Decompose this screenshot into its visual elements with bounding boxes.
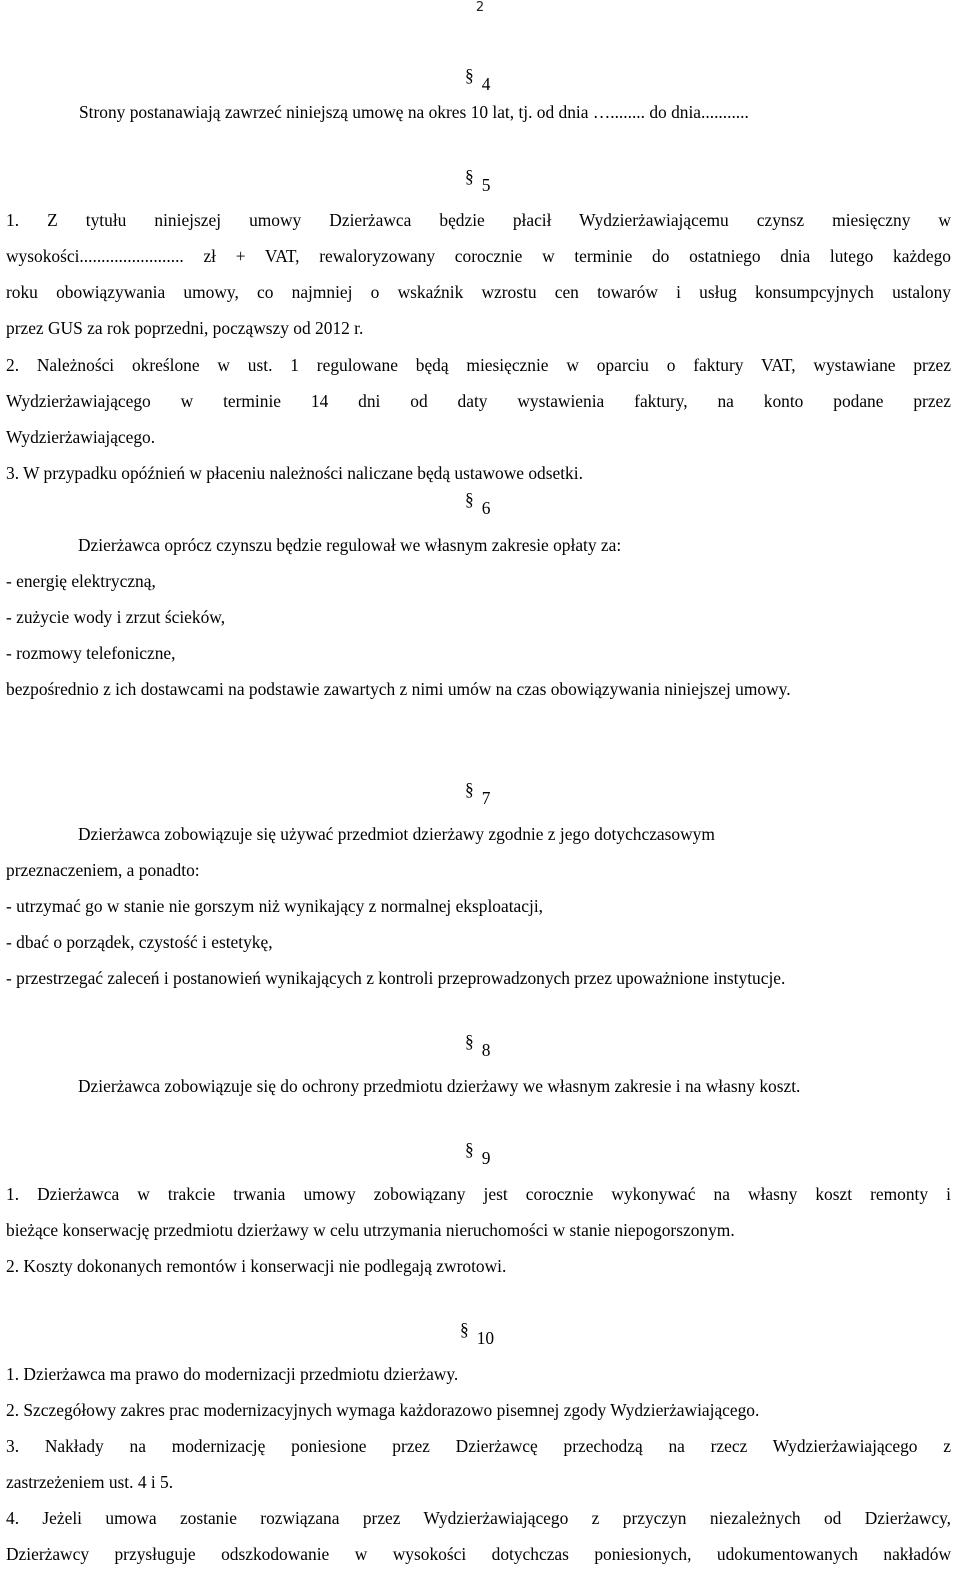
list-item: - przestrzegać zaleceń i postanowień wynikających z kontroli przeprowadzonych przez upoważnione instytucje. — [6, 968, 786, 988]
section-sign: § — [465, 65, 474, 85]
paragraph-line: 1. Dzierżawca ma prawo do modernizacji przedmiotu dzierżawy. — [6, 1364, 459, 1384]
paragraph-line: 1. Z tytułu niniejszej umowy Dzierżawca będzie płacił Wydzierżawiającemu czynsz miesięczny w — [6, 210, 951, 230]
paragraph-line: zastrzeżeniem ust. 4 i 5. — [6, 1472, 174, 1492]
paragraph-line: roku obowiązywania umowy, co najmniej o wskaźnik wzrostu cen towarów i usług konsumpcyjnych ustalony — [6, 282, 951, 302]
section-number: 10 — [476, 1328, 495, 1348]
section-number: 8 — [481, 1040, 491, 1060]
paragraph-line: Dzierżawca oprócz czynszu będzie regulował we własnym zakresie opłaty za: — [78, 535, 622, 555]
paragraph-line: bezpośrednio z ich dostawcami na podstawie zawartych z nimi umów na czas obowiązywania niniejszej umowy. — [6, 679, 791, 699]
paragraph-line: Strony postanawiają zawrzeć niniejszą umowę na okres 10 lat, tj. od dnia …........ do dnia........... — [79, 102, 749, 122]
list-item: - energię elektryczną, — [6, 571, 156, 591]
list-item: - utrzymać go w stanie nie gorszym niż wynikający z normalnej eksploatacji, — [6, 896, 543, 916]
section-heading-5 — [465, 167, 490, 203]
paragraph-line: Wydzierżawiającego w terminie 14 dni od daty wystawienia faktury, na konto podane przez — [6, 391, 951, 411]
section-sign: § — [460, 1319, 469, 1339]
section-sign: § — [465, 166, 474, 186]
section-sign: § — [465, 1139, 474, 1159]
section-number: 4 — [481, 74, 491, 94]
paragraph-line: 3. W przypadku opóźnień w płaceniu należności naliczane będą ustawowe odsetki. — [6, 463, 583, 483]
paragraph-line: bieżące konserwację przedmiotu dzierżawy w celu utrzymania nieruchomości w stanie niepogorszonym. — [6, 1220, 735, 1240]
section-heading-9 — [465, 1140, 490, 1176]
section-number: 5 — [481, 175, 491, 195]
paragraph-line: przeznaczeniem, a ponadto: — [6, 860, 200, 880]
paragraph-line: 2. Szczegółowy zakres prac modernizacyjnych wymaga każdorazowo pisemnej zgody Wydzierżawiającego. — [6, 1400, 760, 1420]
paragraph-line: przez GUS za rok poprzedni, począwszy od 2012 r. — [6, 318, 364, 338]
section-number: 6 — [481, 498, 491, 518]
paragraph-line: 3. Nakłady na modernizację poniesione przez Dzierżawcę przechodzą na rzecz Wydzierżawiającego z — [6, 1436, 951, 1456]
section-sign: § — [465, 1031, 474, 1051]
section-sign: § — [465, 489, 474, 509]
list-item: - dbać o porządek, czystość i estetykę, — [6, 932, 273, 952]
section-heading-8 — [465, 1032, 490, 1068]
section-heading-7 — [465, 780, 490, 816]
list-item: - zużycie wody i zrzut ścieków, — [6, 607, 226, 627]
paragraph-line: Dzierżawca zobowiązuje się do ochrony przedmiotu dzierżawy we własnym zakresie i na własny koszt. — [78, 1076, 801, 1096]
section-sign: § — [465, 779, 474, 799]
paragraph-line: 4. Jeżeli umowa zostanie rozwiązana przez Wydzierżawiającego z przyczyn niezależnych od Dzierżawcy, — [6, 1508, 951, 1528]
section-heading-10 — [460, 1320, 494, 1356]
paragraph-line: 2. Koszty dokonanych remontów i konserwacji nie podlegają zwrotowi. — [6, 1256, 507, 1276]
section-number: 7 — [481, 788, 491, 808]
section-number: 9 — [481, 1148, 491, 1168]
section-heading-6 — [465, 490, 490, 526]
paragraph-line: 1. Dzierżawca w trakcie trwania umowy zobowiązany jest corocznie wykonywać na własny koszt remonty i — [6, 1184, 951, 1204]
paragraph-line: wysokości........................ zł + VAT, rewaloryzowany corocznie w terminie do ostatniego dnia lutego każdego — [6, 246, 951, 266]
paragraph-line: 2. Należności określone w ust. 1 regulowane będą miesięcznie w oparciu o faktury VAT, wystawiane przez — [6, 355, 951, 375]
paragraph-line: Dzierżawcy przysługuje odszkodowanie w wysokości dotychczas poniesionych, udokumentowanych nakładów — [6, 1544, 951, 1564]
paragraph-line: Dzierżawca zobowiązuje się używać przedmiot dzierżawy zgodnie z jego dotychczasowym — [78, 824, 715, 844]
paragraph-line: Wydzierżawiającego. — [6, 427, 156, 447]
page-number: 2 — [475, 0, 485, 15]
list-item: - rozmowy telefoniczne, — [6, 643, 176, 663]
